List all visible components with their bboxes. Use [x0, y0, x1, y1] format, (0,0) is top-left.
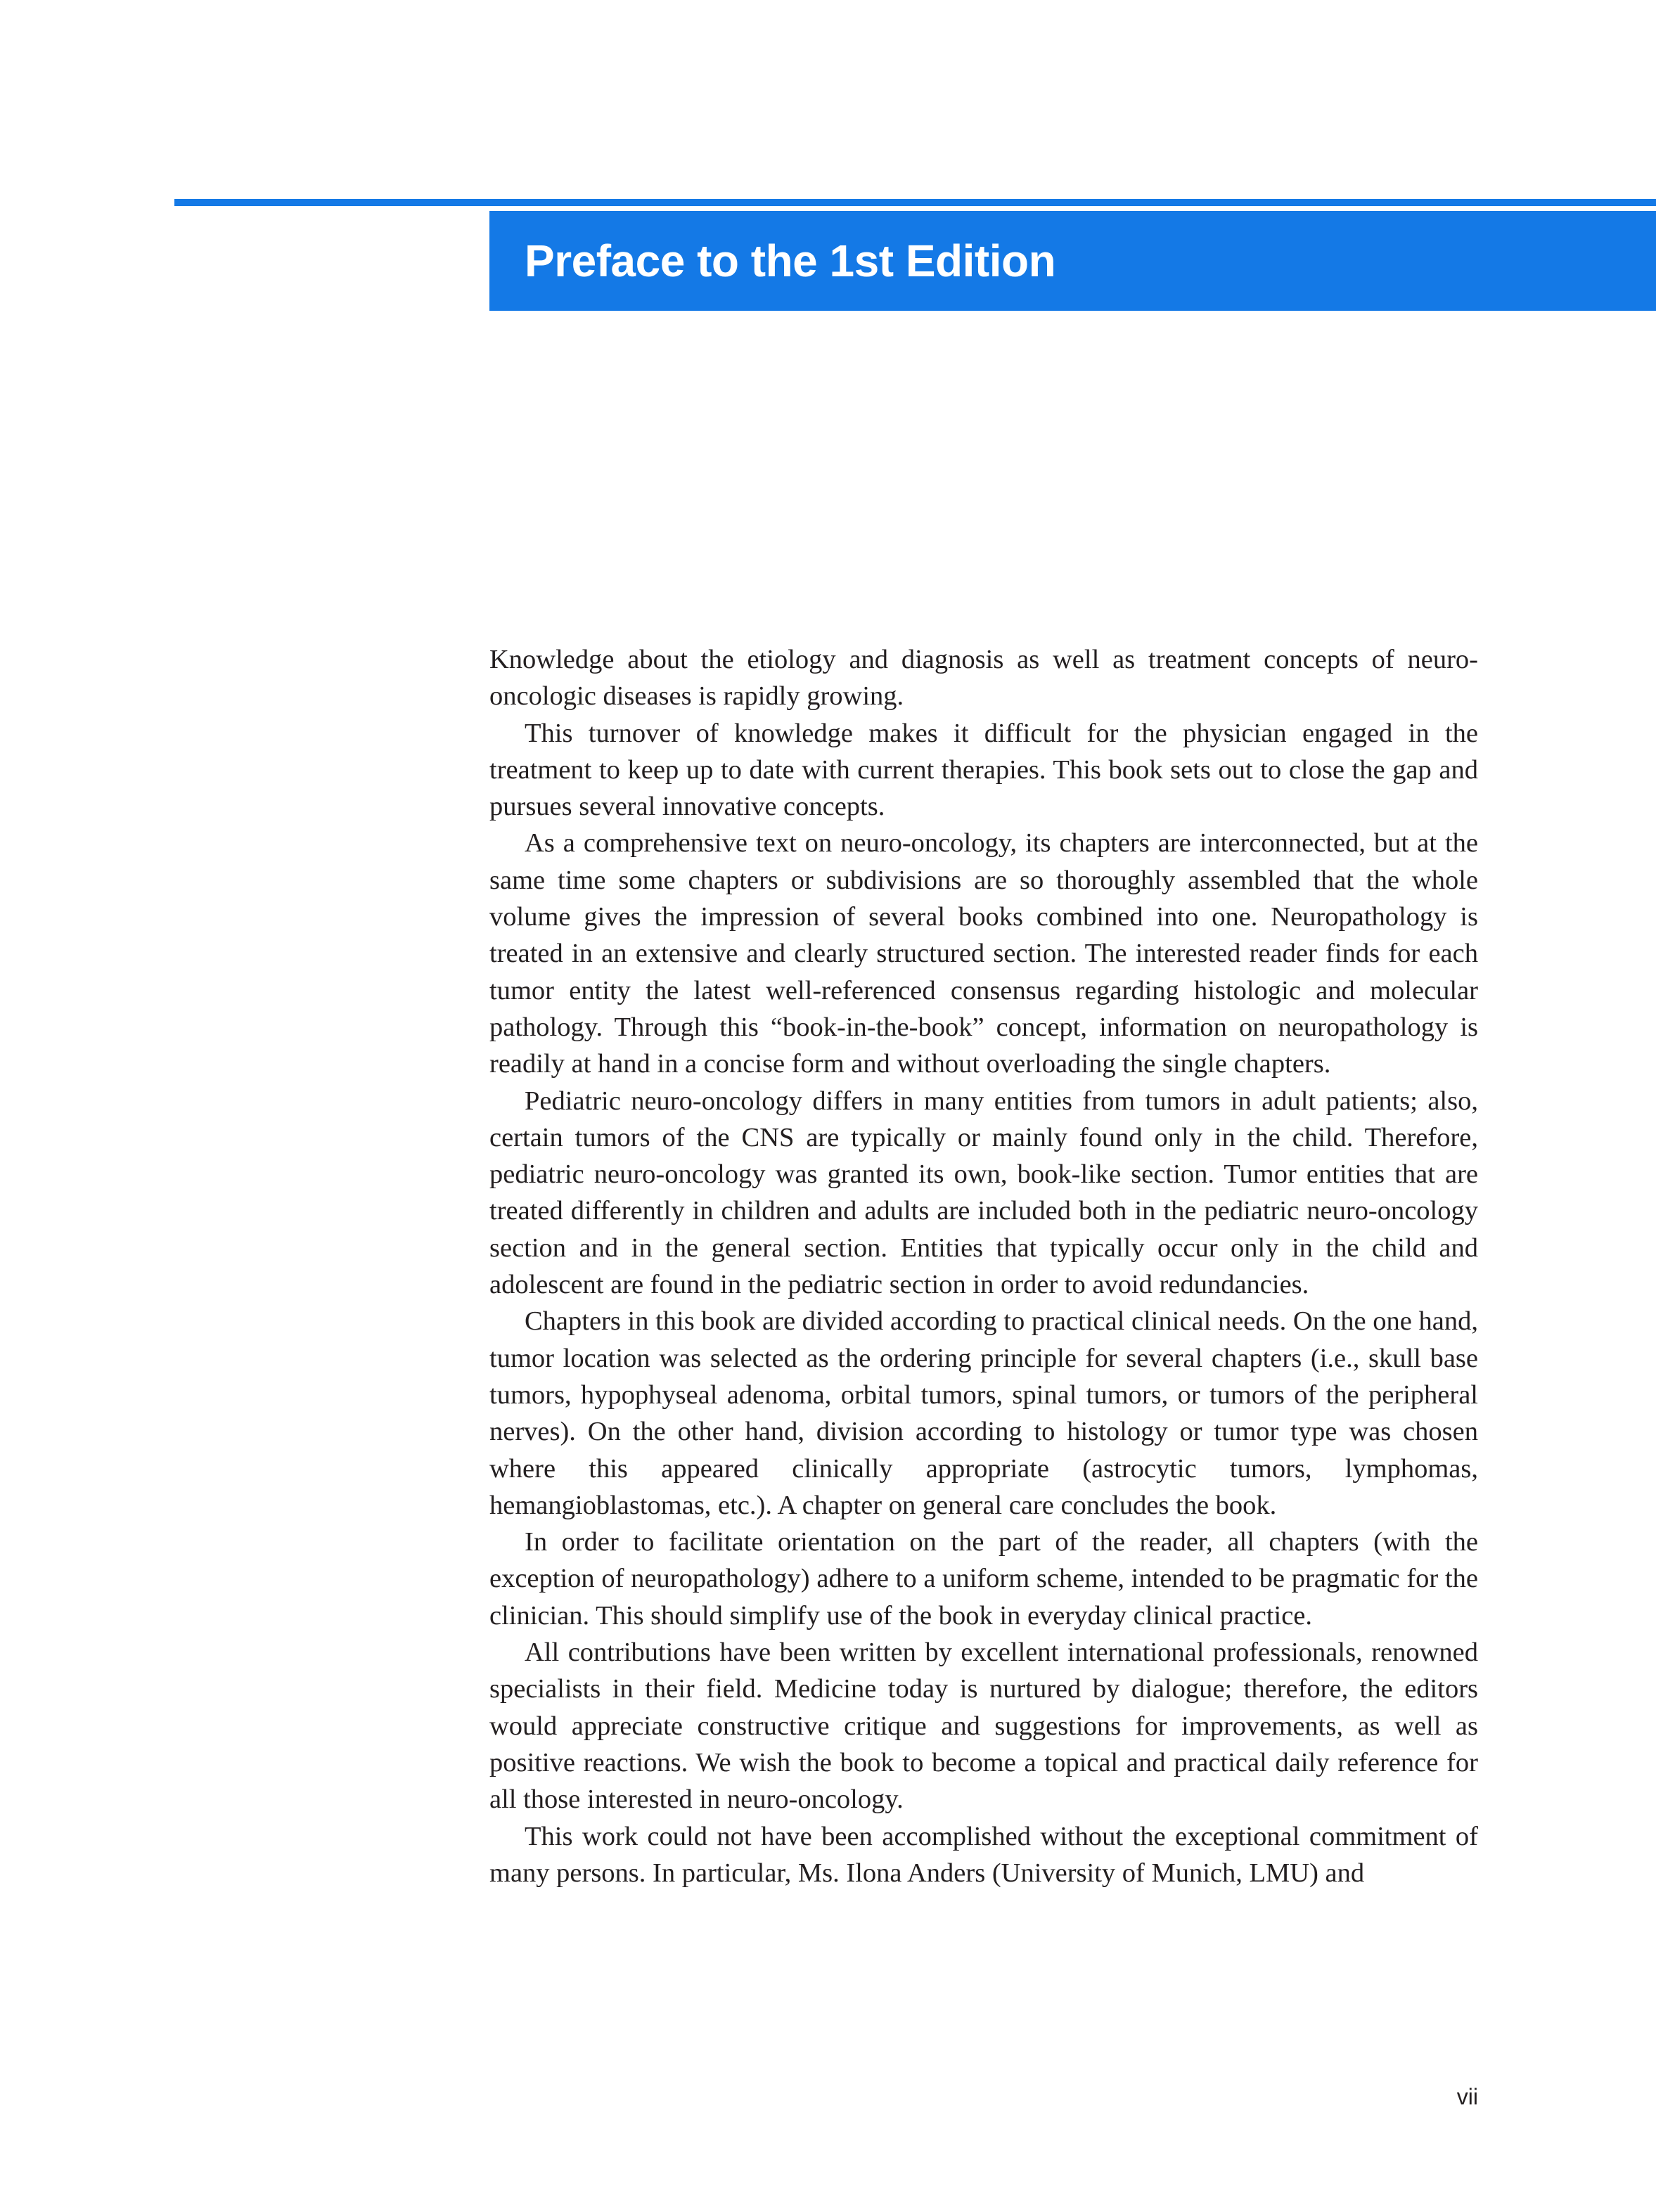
paragraph-7: All contributions have been written by excellent international professionals, renowned specialists in their field. Medicine today is nurtured by dialogue; therefore, the editors would appreciate constructive critique and suggestions for improvements, as well as positive reactions. We wish the book to become a topical and practical daily reference for all those interested in neuro-oncology. — [489, 1638, 1478, 1815]
page-title: Preface to the 1st Edition — [525, 236, 1056, 286]
body-text — [489, 641, 1478, 1891]
paragraph-6: In order to facilitate orientation on the part of the reader, all chapters (with the exception of neuropathology) adhere to a uniform scheme, intended to be pragmatic for the clinician. This should simplify use of the book in everyday clinical practice. — [489, 1527, 1478, 1631]
paragraph-5: Chapters in this book are divided according to practical clinical needs. On the one hand, tumor location was selected as the ordering principle for several chapters (i.e., skull base tumors, hypophyseal adenoma, orbital tumors, spinal tumors, or tumors of the peripheral nerves). On the other hand, division according to histology or tumor type was chosen where this appeared clinically appropriate (astrocytic tumors, lymphomas, hemangioblastomas, etc.). A chapter on general care concludes the book. — [489, 1306, 1478, 1520]
paragraph-2: This turnover of knowledge makes it difficult for the physician engaged in the treatment to keep up to date with current therapies. This book sets out to close the gap and pursues several innovative concepts. — [489, 718, 1478, 822]
paragraph-3: As a comprehensive text on neuro-oncology, its chapters are interconnected, but at the same time some chapters or subdivisions are so thoroughly assembled that the whole volume gives the impression of several books combined into one. Neuropathology is treated in an extensive and clearly structured section. The interested reader finds for each tumor entity the latest well-referenced consensus regarding histologic and molecular pathology. Through this “book-in-the-book” concept, information on neuropathology is readily at hand in a concise form and without overloading the single chapters. — [489, 828, 1478, 1079]
title-banner — [489, 211, 1656, 311]
page-number: vii — [1456, 2084, 1478, 2109]
paragraph-4: Pediatric neuro-oncology differs in many entities from tumors in adult patients; also, certain tumors of the CNS are typically or mainly found only in the child. Therefore, pediatric neuro-oncology was granted its own, book-like section. Tumor entities that are treated differently in children and adults are included both in the pediatric neuro-oncology section and in the general section. Entities that typically occur only in the child and adolescent are found in the pediatric section in order to avoid redundancies. — [489, 1086, 1478, 1300]
paragraph-8: This work could not have been accomplished without the exceptional commitment of many persons. In particular, Ms. Ilona Anders (University of Munich, LMU) and — [489, 1821, 1478, 1888]
paragraph-1: Knowledge about the etiology and diagnosis as well as treatment concepts of neuro-oncologic diseases is rapidly growing. — [489, 645, 1478, 712]
header-rule — [174, 199, 1656, 206]
